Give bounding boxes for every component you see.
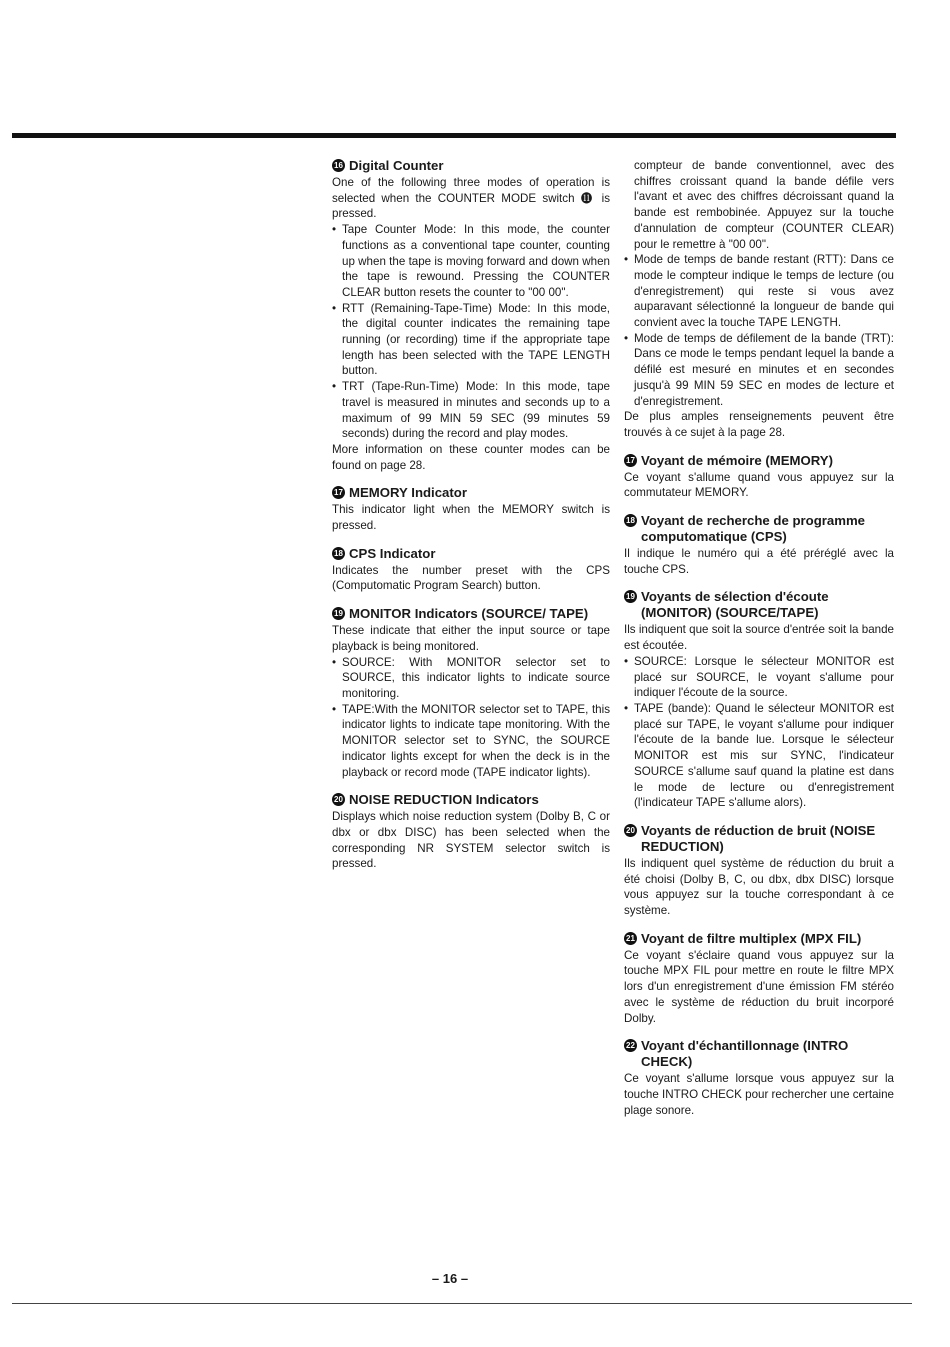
item-number-badge: 22 [624, 1039, 637, 1052]
section-voyants-monitor [624, 589, 894, 810]
section-heading [624, 931, 894, 947]
paragraph: This indicator light when the MEMORY switch is pressed. [332, 503, 610, 533]
list-item: • Tape Counter Mode: In this mode, the counter functions as a conventional tape counter, counting up when the tape is moving forward and down when the tape is rewound. Pressing the COUNTER CLEAR button resets the counter to "00 00". [332, 222, 610, 301]
item-number-badge: 21 [624, 932, 637, 945]
section-digital-counter [332, 158, 610, 473]
section-heading [332, 792, 610, 808]
section-counter-continued [624, 158, 894, 441]
section-title: Voyant de mémoire (MEMORY) [641, 452, 833, 468]
paragraph: More information on these counter modes can be found on page 28. [332, 442, 610, 472]
paragraph: Ce voyant s'allume quand vous appuyez sur la commutateur MEMORY. [624, 470, 894, 500]
item-number-badge: 20 [332, 793, 345, 806]
paragraph: Ils indiquent que soit la source d'entrée soit la bande est écoutée. [624, 623, 894, 653]
section-title: CPS Indicator [349, 545, 436, 561]
item-number-badge: 20 [624, 824, 637, 837]
paragraph: Ce voyant s'éclaire quand vous appuyez sur la touche MPX FIL pour mettre en route le filtre MPX lors d'un enregistrement d'une émission FM stéréo avec le système de réduction du bruit incorporé Dolby. [624, 948, 894, 1025]
section-heading [624, 589, 894, 621]
bullet-list [332, 222, 610, 442]
bullet-list [624, 654, 894, 811]
bottom-rule [12, 1303, 912, 1304]
item-number-badge: 16 [332, 159, 345, 172]
paragraph: Displays which noise reduction system (Dolby B, C or dbx or dbx DISC) has been selected when the corresponding NR SYSTEM selector switch is pressed. [332, 810, 610, 871]
list-item: • TRT (Tape-Run-Time) Mode: In this mode, tape travel is measured in minutes and seconds up to a maximum of 99 MIN 59 SEC (99 minutes 59 seconds) during the record and play modes. [332, 379, 610, 442]
section-title: Voyant de filtre multiplex (MPX FIL) [641, 930, 862, 946]
list-item: • TAPE:With the MONITOR selector set to TAPE, this indicator lights to indicate tape monitoring. With the MONITOR selector set to SYNC, the SOURCE indicator lights except for when the deck is in the playback or record mode (TAPE indicator lights). [332, 702, 610, 781]
section-cps-indicator [332, 546, 610, 594]
list-item: • Mode de temps de bande restant (RTT): Dans ce mode le compteur indique le temps de lecture (ou d'enregistrement) qui reste si vous avez auparavant sélectionné la longueur de bande qui convient avec la touche TAPE LENGTH. [624, 252, 894, 331]
section-title: Voyant de recherche de programme computomatique (CPS) [641, 513, 866, 545]
section-voyant-cps [624, 513, 894, 577]
section-voyant-mpx [624, 931, 894, 1027]
section-voyant-intro-check [624, 1038, 894, 1118]
section-memory-indicator [332, 485, 610, 533]
list-item: • SOURCE: With MONITOR selector set to SOURCE, this indicator lights to indicate source monitoring. [332, 655, 610, 702]
section-voyant-memoire [624, 453, 894, 501]
section-heading [332, 546, 610, 562]
list-item: • TAPE (bande): Quand le sélecteur MONITOR est placé sur TAPE, le voyant s'allume pour indiquer l'écoute de la bande lue. Lorsque le sélecteur MONITOR est mis sur SYNC, l'indicateur SOURCE s'allume sauf quand la platine est dans le mode de lecture ou d'enregistrement (l'indicateur TAPE s'allume alors). [624, 701, 894, 811]
list-item: • Mode de temps de défilement de la bande (TRT): Dans ce mode le temps pendant lequel la bande a défilé est mesuré en minutes et en secondes jusqu'à 99 MIN 59 SEC en modes de lecture et d'enregistrement. [624, 331, 894, 410]
section-title: Voyant d'échantillonnage (INTRO CHECK) [641, 1038, 849, 1070]
item-number-badge: 18 [332, 547, 345, 560]
list-item: • RTT (Remaining-Tape-Time) Mode: In this mode, the digital counter indicates the remaining tape running (or recording) time if the appropriate tape length has been selected with the TAPE LENGTH button. [332, 301, 610, 380]
item-number-badge: 18 [624, 514, 637, 527]
paragraph: Ils indiquent quel système de réduction du bruit a été choisi (Dolby B, C, ou dbx, dbx DISC) lorsque vous appuyez sur la touche correspondant à ce système. [624, 856, 894, 918]
section-title: Voyants de réduction de bruit (NOISE REDUCTION) [641, 822, 876, 854]
item-number-badge: 19 [624, 590, 637, 603]
item-number-badge: 19 [332, 607, 345, 620]
list-item: • SOURCE: Lorsque le sélecteur MONITOR est placé sur SOURCE, le voyant s'allume pour indiquer l'écoute de la source. [624, 654, 894, 701]
item-number-badge: 17 [332, 486, 345, 499]
section-heading [624, 453, 894, 469]
bullet-list [624, 252, 894, 409]
section-heading [332, 158, 610, 174]
section-heading [624, 1038, 894, 1070]
section-heading [332, 485, 610, 501]
section-title: NOISE REDUCTION Indicators [349, 792, 539, 808]
section-monitor-indicators [332, 606, 610, 780]
section-title: MONITOR Indicators (SOURCE/ TAPE) [349, 606, 589, 622]
section-noise-reduction-indicators [332, 792, 610, 872]
section-heading [624, 823, 894, 855]
section-title: Voyants de sélection d'écoute (MONITOR) (SOURCE/TAPE) [641, 589, 829, 621]
paragraph: compteur de bande conventionnel, avec des chiffres croissant quand la bande défile vers l'avant et avec des chiffres décroissant quand la bande est rembobinée. Appuyez sur la touche d'annulation de compteur (COUNTER CLEAR) pour le remettre à "00 00". [634, 159, 894, 251]
paragraph: Ce voyant s'allume lorsque vous appuyez sur la touche INTRO CHECK pour rechercher une certaine plage sonore. [624, 1072, 894, 1117]
paragraph: De plus amples renseignements peuvent être trouvés à ce sujet à la page 28. [624, 410, 894, 439]
page-number: – 16 – [431, 1271, 469, 1286]
paragraph: Il indique le numéro qui a été préréglé avec la touche CPS. [624, 547, 894, 576]
right-column [624, 158, 894, 1130]
bullet-list [332, 655, 610, 781]
section-heading [624, 513, 894, 545]
section-heading [332, 606, 610, 622]
section-title: Digital Counter [349, 158, 444, 173]
section-title: MEMORY Indicator [349, 485, 467, 501]
paragraph: One of the following three modes of operation is selected when the COUNTER MODE switch ⓫ is pressed. [332, 176, 610, 221]
section-voyants-noise-reduction [624, 823, 894, 919]
paragraph: These indicate that either the input source or tape playback is being monitored. [332, 624, 610, 653]
paragraph: Indicates the number preset with the CPS (Computomatic Program Search) button. [332, 563, 610, 593]
left-column [332, 158, 610, 884]
item-number-badge: 17 [624, 454, 637, 467]
top-rule [12, 133, 896, 138]
